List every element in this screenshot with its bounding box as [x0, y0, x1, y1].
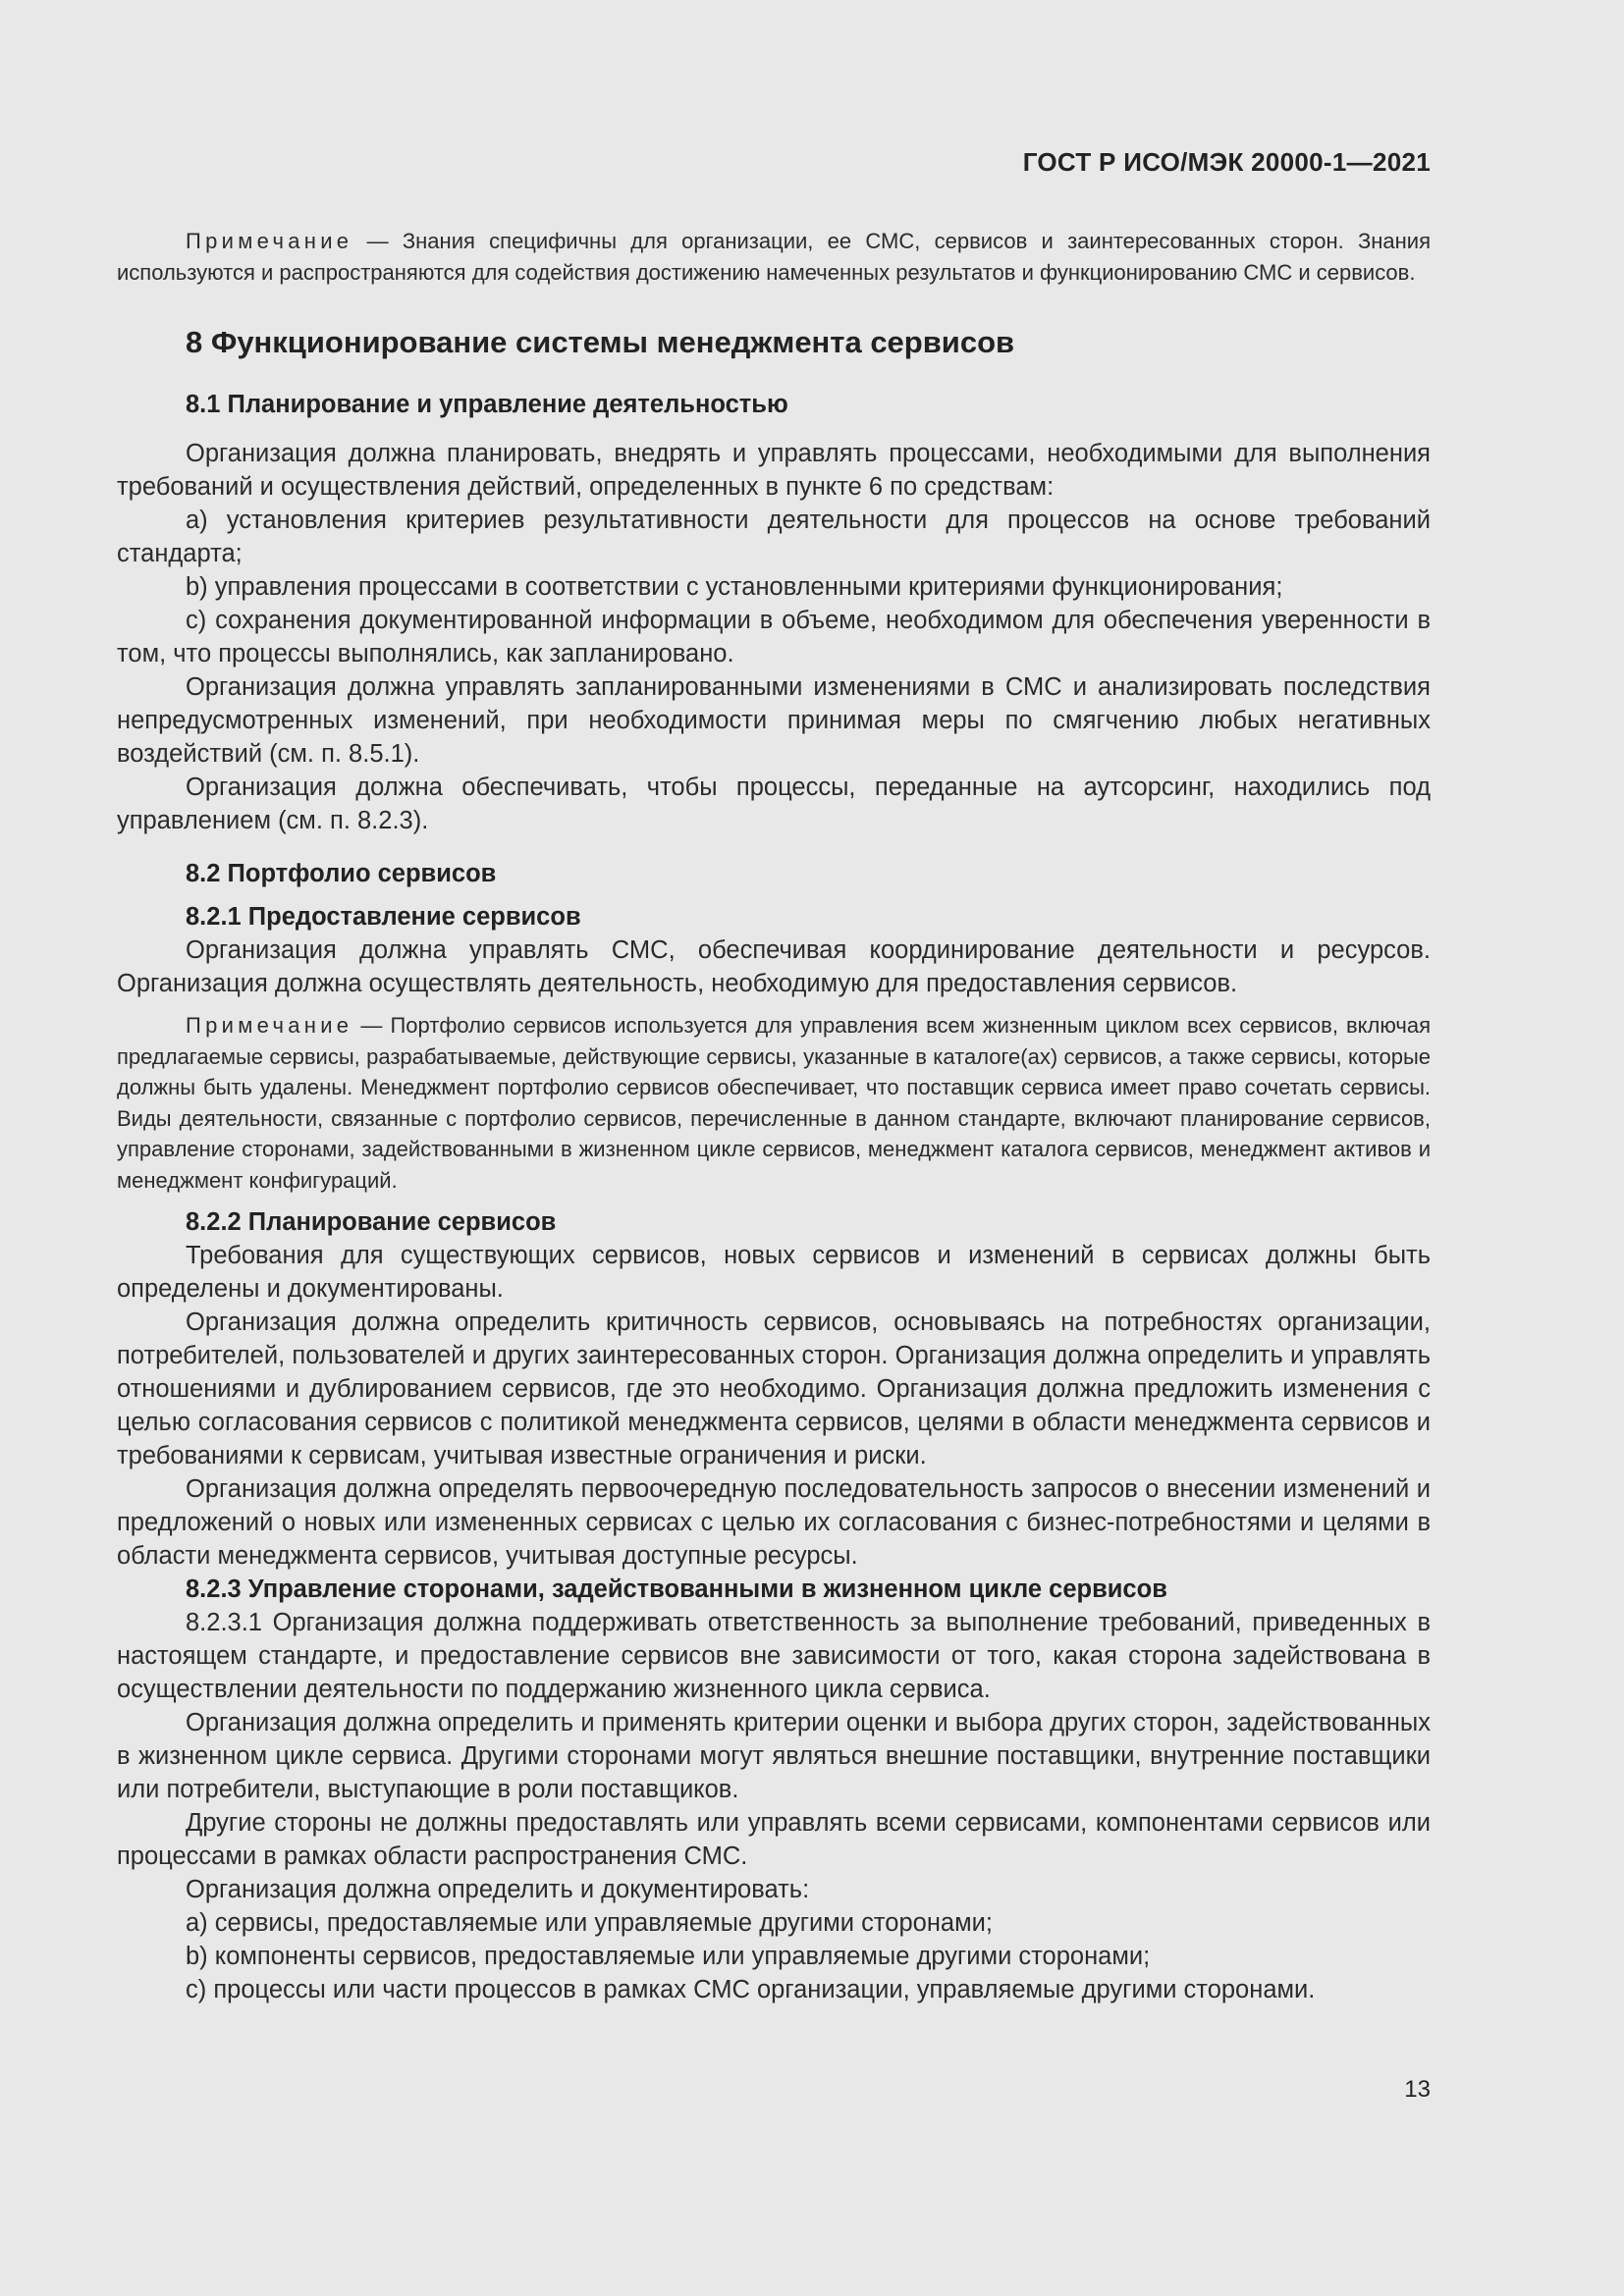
document-body	[117, 226, 1431, 2006]
section-8-2-2-heading: 8.2.2 Планирование сервисов	[186, 1208, 557, 1236]
list-item: с) сохранения документированной информации в объеме, необходимом для обеспечения уверенности в том, что процессы выполнялись, как запланировано.	[117, 607, 1431, 667]
paragraph: 8.2.3.1 Организация должна поддерживать ответственность за выполнение требований, приведенных в настоящем стандарте, и предоставление сервисов вне зависимости от того, какая сторона задействована в осуществлении деятельности по поддержанию жизненного цикла сервиса.	[117, 1609, 1431, 1703]
paragraph: Организация должна планировать, внедрять и управлять процессами, необходимыми для выполнения требований и осуществления действий, определенных в пункте 6 по средствам:	[117, 440, 1431, 501]
section-8-1-heading: 8.1 Планирование и управление деятельностью	[186, 391, 788, 418]
list-item: b) управления процессами в соответствии с установленными критериями функционирования;	[186, 573, 1283, 601]
paragraph: Другие стороны не должны предоставлять или управлять всеми сервисами, компонентами сервисов или процессами в рамках области распространения СМС.	[117, 1809, 1431, 1870]
paragraph: Организация должна определить и документировать:	[186, 1876, 810, 1903]
page-number: 13	[1404, 2076, 1431, 2103]
paragraph: Организация должна определить и применять критерии оценки и выбора других сторон, задействованных в жизненном цикле сервиса. Другими сторонами могут являться внешние поставщики, внутренние поставщики или потребители, выступающие в роли поставщиков.	[117, 1709, 1431, 1803]
document-code-header: ГОСТ Р ИСО/МЭК 20000-1—2021	[1022, 147, 1431, 177]
paragraph: Организация должна управлять СМС, обеспечивая координирование деятельности и ресурсов. Организация должна осуществлять деятельность, необходимую для предоставления сервисов.	[117, 936, 1431, 997]
note-paragraph	[117, 226, 1431, 288]
paragraph: Организация должна управлять запланированными изменениями в СМС и анализировать последствия непредусмотренных изменений, при необходимости принимая меры по смягчению любых негативных воздействий (см. п. 8.5.1).	[117, 673, 1431, 768]
list-item: а) установления критериев результативности деятельности для процессов на основе требований стандарта;	[117, 507, 1431, 567]
section-8-2-heading: 8.2 Портфолио сервисов	[186, 860, 497, 887]
section-8-heading: 8 Функционирование системы менеджмента сервисов	[186, 325, 1015, 359]
note-label: Примечание	[186, 229, 353, 253]
paragraph: Организация должна обеспечивать, чтобы процессы, переданные на аутсорсинг, находились под управлением (см. п. 8.2.3).	[117, 774, 1431, 834]
paragraph: Требования для существующих сервисов, новых сервисов и изменений в сервисах должны быть определены и документированы.	[117, 1242, 1431, 1303]
paragraph: Организация должна определять первоочередную последовательность запросов о внесении изменений и предложений о новых или измененных сервисах с целью их согласования с бизнес-потребностями и целями в области менеджмента сервисов, учитывая доступные ресурсы.	[117, 1475, 1431, 1570]
section-8-2-3-heading: 8.2.3 Управление сторонами, задействованными в жизненном цикле сервисов	[186, 1575, 1167, 1603]
note-text: — Портфолио сервисов используется для управления всем жизненным циклом всех сервисов, включая предлагаемые сервисы, разрабатываемые, действующие сервисы, указанные в каталоге(ах) сервисов, а также сервисы, которые должны быть удалены. Менеджмент портфолио сервисов обеспечивает, что поставщик сервиса имеет право сочетать сервисы. Виды деятельности, связанные с портфолио сервисов, перечисленные в данном стандарте, включают планирование сервисов, управление сторонами, задействованными в жизненном цикле сервисов, менеджмент каталога сервисов, менеджмент активов и менеджмент конфигураций.	[117, 1013, 1431, 1193]
paragraph: Организация должна определить критичность сервисов, основываясь на потребностях организации, потребителей, пользователей и других заинтересованных сторон. Организация должна определить и управлять отношениями и дублированием сервисов, где это необходимо. Организация должна предложить изменения с целью согласования сервисов с политикой менеджмента сервисов, целями в области менеджмента сервисов и требованиями к сервисам, учитывая известные ограничения и риски.	[117, 1308, 1431, 1469]
list-item: а) сервисы, предоставляемые или управляемые другими сторонами;	[186, 1909, 993, 1937]
note-text: — Знания специфичны для организации, ее СМС, сервисов и заинтересованных сторон. Знания используются и распространяются для содействия достижению намеченных результатов и функционированию СМС и сервисов.	[117, 229, 1431, 285]
section-8-2-1-heading: 8.2.1 Предоставление сервисов	[186, 903, 581, 931]
list-item: b) компоненты сервисов, предоставляемые или управляемые другими сторонами;	[186, 1943, 1151, 1970]
note-paragraph	[117, 1010, 1431, 1196]
list-item: с) процессы или части процессов в рамках СМС организации, управляемые другими сторонами.	[186, 1976, 1316, 2003]
note-label: Примечание	[186, 1013, 353, 1038]
